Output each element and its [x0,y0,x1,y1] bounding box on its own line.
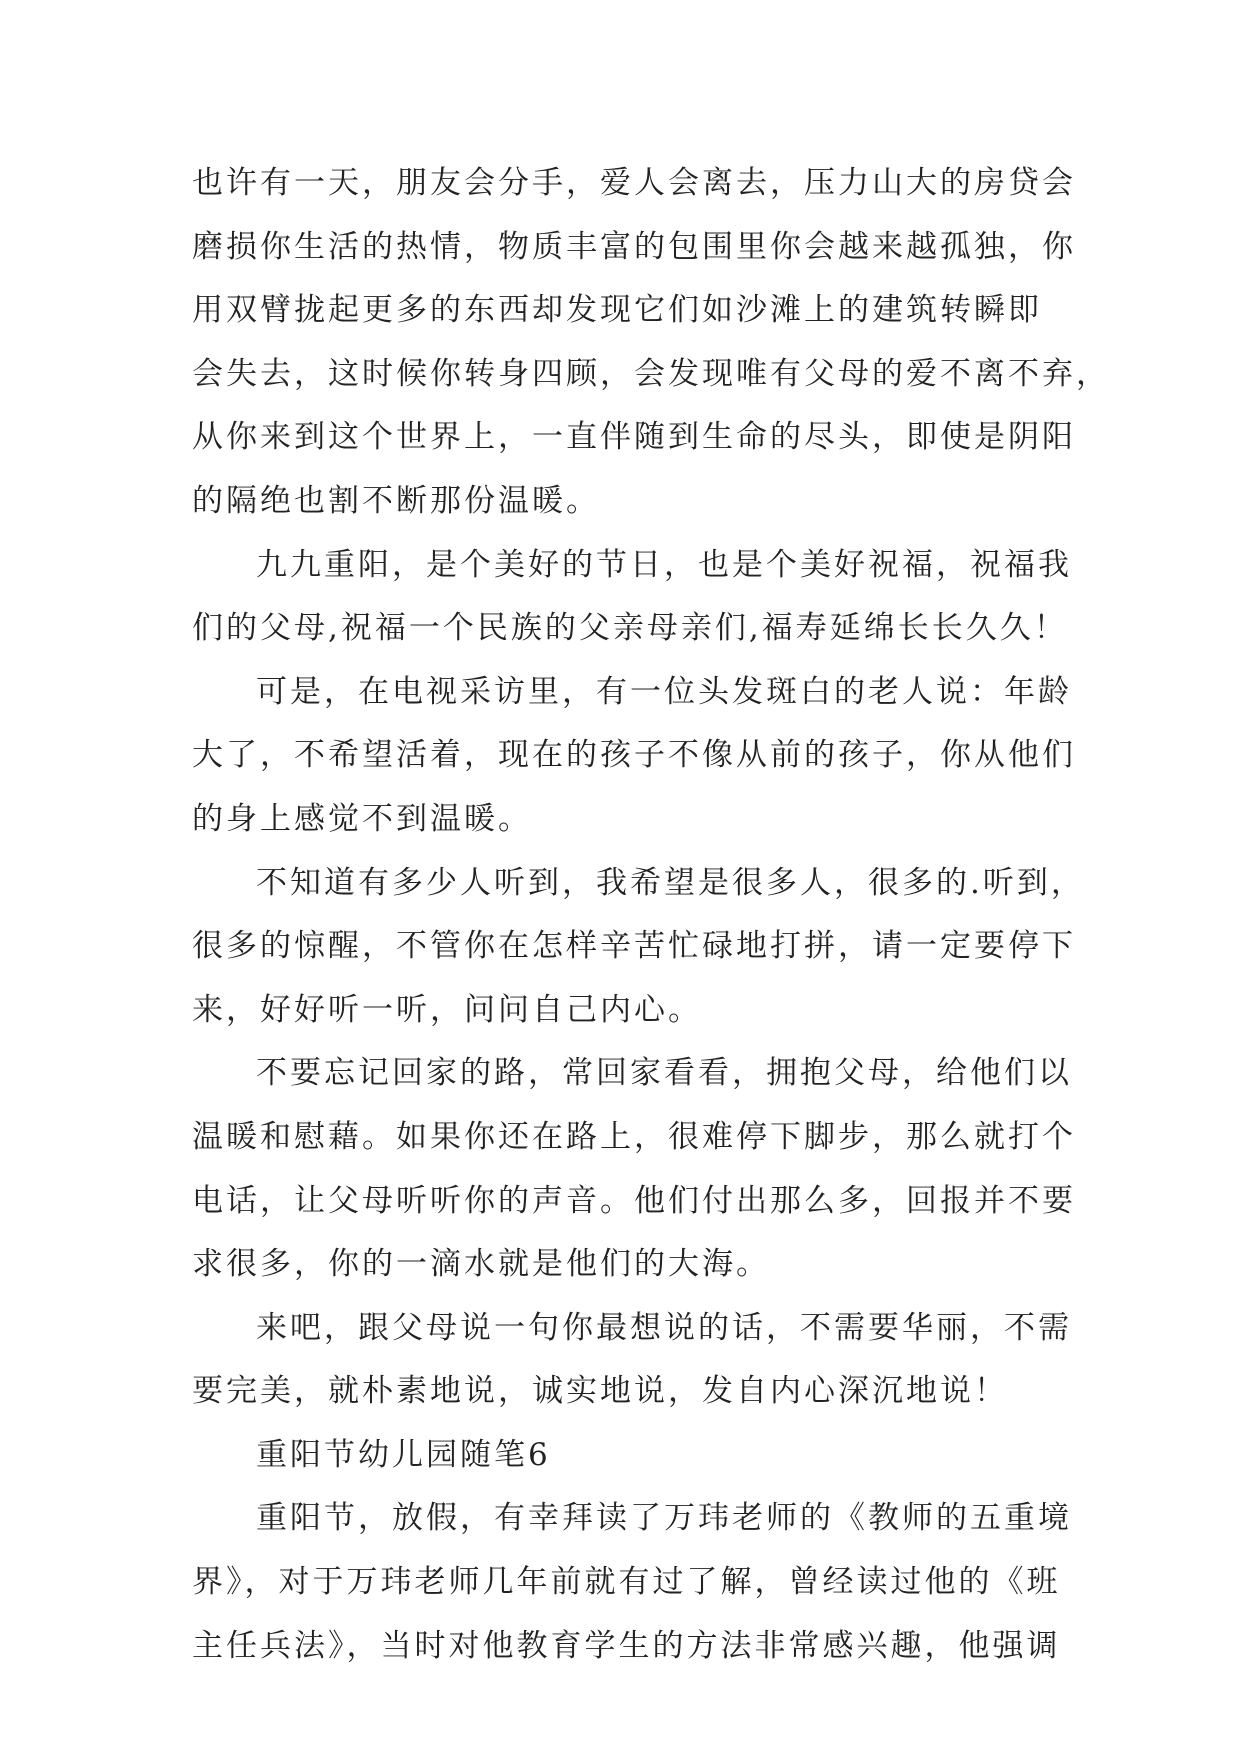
text-line: 大了，不希望活着，现在的孩子不像从前的孩子，你从他们 [192,737,1076,774]
text-line: 的身上感觉不到温暖。 [192,800,532,837]
text-line: 不要忘记回家的路，常回家看看，拥抱父母，给他们以 [256,1055,1072,1092]
text-line: 求很多，你的一滴水就是他们的大海。 [192,1246,770,1283]
text-line: 们的父母,祝福一个民族的父亲母亲们,福寿延绵长长久久！ [192,610,1068,647]
text-line: 用双臂拢起更多的东西却发现它们如沙滩上的建筑转瞬即 [192,292,1042,329]
text-line: 磨损你生活的热情，物质丰富的包围里你会越来越孤独，你 [192,228,1076,265]
text-line: 电话，让父母听听你的声音。他们付出那么多，回报并不要 [192,1182,1076,1219]
text-line: 也许有一天，朋友会分手，爱人会离去，压力山大的房贷会 [192,165,1076,201]
paragraph-5 [192,1042,1076,1296]
section-heading [192,1424,1058,1488]
text-line: 九九重阳，是个美好的节日，也是个美好祝福，祝福我 [256,546,1072,583]
text-line: 的隔绝也割不断那份温暖。 [192,482,600,519]
text-line: 来，好好听一听，问问自己内心。 [192,991,702,1028]
paragraph-2 [192,534,1072,661]
document-body [192,152,1110,1678]
text-line: 从你来到这个世界上，一直伴随到生命的尽头，即使是阴阳 [192,419,1076,456]
text-line: 来吧，跟父母说一句你最想说的话，不需要华丽，不需 [256,1309,1072,1346]
text-line: 重阳节，放假，有幸拜读了万玮老师的《教师的五重境 [256,1500,1072,1537]
text-line: 要完美，就朴素地说，诚实地说，发自内心深沉地说！ [192,1373,1008,1410]
text-line: 很多的惊醒，不管你在怎样辛苦忙碌地打拼，请一定要停下 [192,928,1076,965]
paragraph-3 [192,661,1076,852]
text-line: 不知道有多少人听到，我希望是很多人，很多的.听到， [256,864,1085,901]
text-line: 界》，对于万玮老师几年前就有过了解，曾经读过他的《班 [192,1564,1061,1601]
text-line: 温暖和慰藉。如果你还在路上，很难停下脚步，那么就打个 [192,1118,1076,1155]
paragraph-1 [192,152,1110,534]
section-heading-text: 重阳节幼儿园随笔6 [256,1436,551,1473]
paragraph-6 [192,1297,1072,1424]
paragraph-4 [192,852,1085,1043]
text-line: 主任兵法》，当时对他教育学生的方法非常感兴趣，他强调 [192,1627,1061,1664]
text-line: 会失去，这时候你转身四顾，会发现唯有父母的爱不离不弃， [192,355,1110,392]
paragraph-7 [192,1487,1072,1678]
text-line: 可是，在电视采访里，有一位头发斑白的老人说：年龄 [256,673,1072,710]
